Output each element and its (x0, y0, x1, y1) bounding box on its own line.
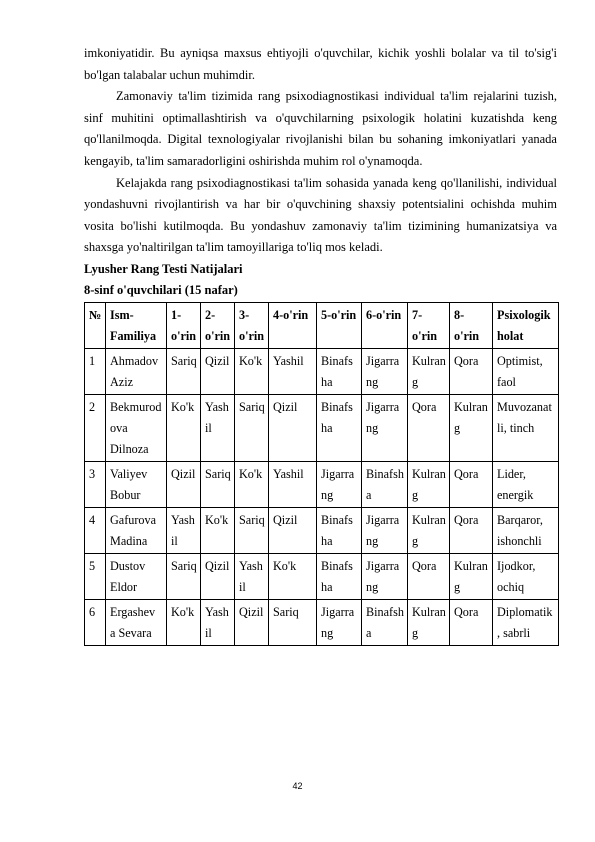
table-cell: 4 (85, 507, 106, 553)
table-cell: Binafsha (317, 348, 362, 394)
table-cell: Sariq (167, 348, 201, 394)
table-cell: Lider, energik (493, 461, 559, 507)
header-place-5: 5-o'rin (317, 302, 362, 348)
table-cell: Kulrang (408, 461, 450, 507)
table-row (85, 599, 559, 645)
table-cell: Valiyev Bobur (106, 461, 167, 507)
table-cell: Ko'k (167, 394, 201, 461)
table-cell: Binafsha (362, 599, 408, 645)
table-cell: Qora (408, 553, 450, 599)
results-table (84, 302, 559, 646)
paragraph-2: Zamonaviy ta'lim tizimida rang psixodiagnostikasi individual ta'lim rejalarini tuzish, sinf muhitini optimallashtirish va o'quvchilarning psixologik holatini kuzatishda keng qo'llanilmoqda. Digital texnologiyalar rivojlanishi bilan bu sohaning imkoniyatlari yanada kengayib, ta'lim samaradorligini oshirishda muhim rol o'ynamoqda. (84, 89, 557, 168)
table-title: Lyusher Rang Testi Natijalari (84, 261, 243, 276)
table-cell: Qizil (201, 348, 235, 394)
header-place-8: 8-o'rin (450, 302, 493, 348)
table-cell: Optimist, faol (493, 348, 559, 394)
header-place-3: 3-o'rin (235, 302, 269, 348)
paragraph-1: imkoniyatidir. Bu ayniqsa maxsus ehtiyojli o'quvchilar, kichik yoshli bolalar va til to'sig'i bo'lgan talabalar uchun muhimdir. (84, 46, 557, 82)
table-cell: Jigarrang (362, 394, 408, 461)
table-cell: Kulrang (450, 394, 493, 461)
paragraph-3: Kelajakda rang psixodiagnostikasi ta'lim sohasida yanada keng qo'llanilishi, individual yondashuvni rivojlantirish va har bir o'quvchining shaxsiy potentsialini ochishda muhim vosita bo'lishi kutilmoqda. Bu yondashuv zamonaviy ta'lim tizimining humanizatsiya va shaxsga yo'naltirilgan ta'lim tamoyillariga to'liq mos keladi. (84, 175, 557, 255)
table-cell: 5 (85, 553, 106, 599)
header-place-6: 6-o'rin (362, 302, 408, 348)
table-cell: Kulrang (408, 348, 450, 394)
header-number: № (85, 302, 106, 348)
table-cell: 1 (85, 348, 106, 394)
header-place-4: 4-o'rin (269, 302, 317, 348)
table-cell: Sariq (235, 394, 269, 461)
table-cell: Yashil (201, 394, 235, 461)
table-cell: Diplomatik, sabrli (493, 599, 559, 645)
header-name: Ism-Familiya (106, 302, 167, 348)
table-cell: 3 (85, 461, 106, 507)
header-psychological-state: Psixologik holat (493, 302, 559, 348)
table-cell: Qora (450, 461, 493, 507)
table-cell: Yashil (167, 507, 201, 553)
table-cell: Jigarrang (317, 599, 362, 645)
table-cell: Qizil (269, 394, 317, 461)
table-cell: Ko'k (235, 348, 269, 394)
table-row (85, 461, 559, 507)
table-cell: Binafsha (317, 394, 362, 461)
table-cell: Qizil (167, 461, 201, 507)
table-cell: Ko'k (167, 599, 201, 645)
table-cell: 2 (85, 394, 106, 461)
table-cell: Jigarrang (362, 553, 408, 599)
table-cell: Qizil (269, 507, 317, 553)
table-cell: Kulrang (408, 507, 450, 553)
table-row (85, 348, 559, 394)
table-cell: Sariq (167, 553, 201, 599)
page-content (84, 43, 557, 646)
table-row (85, 507, 559, 553)
page-number: 42 (292, 781, 303, 791)
table-cell: Yashil (269, 461, 317, 507)
table-cell: Qora (450, 599, 493, 645)
table-row (85, 394, 559, 461)
table-subtitle: 8-sinf o'quvchilari (15 nafar) (84, 283, 238, 298)
table-cell: Binafsha (362, 461, 408, 507)
table-cell: Muvozanatli, tinch (493, 394, 559, 461)
table-cell: Barqaror, ishonchli (493, 507, 559, 553)
table-cell: Qizil (201, 553, 235, 599)
table-cell: Yashil (235, 553, 269, 599)
table-cell: Yashil (201, 599, 235, 645)
table-cell: Qora (450, 348, 493, 394)
table-cell: Jigarrang (362, 348, 408, 394)
table-cell: Ko'k (269, 553, 317, 599)
table-cell: Ko'k (235, 461, 269, 507)
table-cell: Ko'k (201, 507, 235, 553)
table-cell: Jigarrang (362, 507, 408, 553)
table-cell: Yashil (269, 348, 317, 394)
table-cell: Binafsha (317, 507, 362, 553)
table-cell: Qora (408, 394, 450, 461)
table-cell: Sariq (269, 599, 317, 645)
table-cell: Ijodkor, ochiq (493, 553, 559, 599)
table-cell: Ahmadov Aziz (106, 348, 167, 394)
table-cell: Bekmurodova Dilnoza (106, 394, 167, 461)
header-place-1: 1-o'rin (167, 302, 201, 348)
table-cell: Sariq (201, 461, 235, 507)
table-cell: Kulrang (450, 553, 493, 599)
header-place-7: 7-o'rin (408, 302, 450, 348)
table-cell: Dustov Eldor (106, 553, 167, 599)
table-cell: 6 (85, 599, 106, 645)
table-row (85, 553, 559, 599)
table-cell: Ergashev a Sevara (106, 599, 167, 645)
table-cell: Gafurova Madina (106, 507, 167, 553)
table-header-row (85, 302, 559, 348)
table-cell: Qizil (235, 599, 269, 645)
table-cell: Jigarrang (317, 461, 362, 507)
table-cell: Binafsha (317, 553, 362, 599)
header-place-2: 2-o'rin (201, 302, 235, 348)
table-cell: Kulrang (408, 599, 450, 645)
table-cell: Sariq (235, 507, 269, 553)
table-cell: Qora (450, 507, 493, 553)
